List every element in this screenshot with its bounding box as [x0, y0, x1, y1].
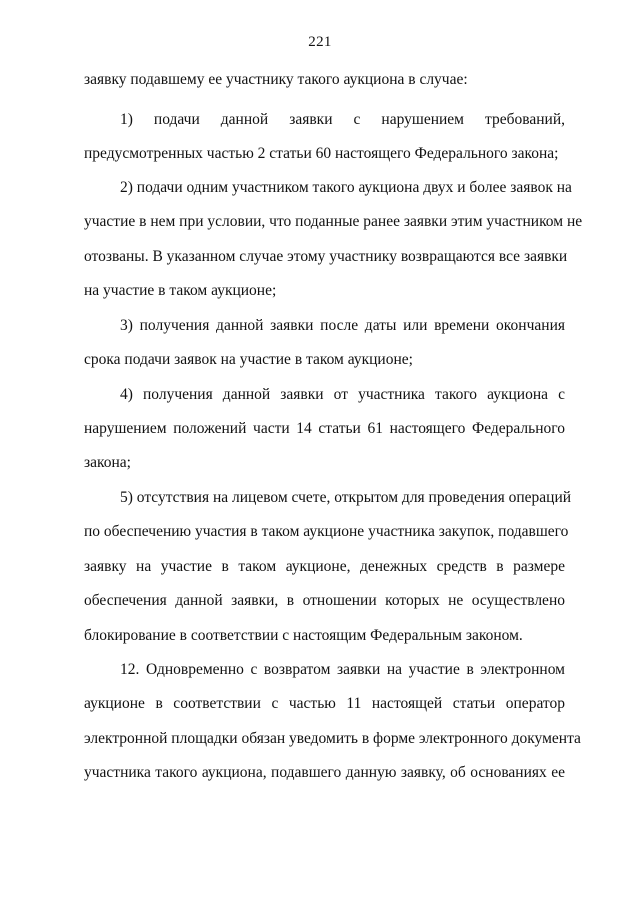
text-line: предусмотренных частью 2 статьи 60 настоящего Федерального закона; — [84, 145, 559, 162]
text-line: заявку подавшему ее участнику такого аукциона в случае: — [84, 71, 468, 88]
text-line: блокирование в соответствии с настоящим Федеральным законом. — [84, 627, 523, 644]
text-line: электронной площадки обязан уведомить в форме электронного документа — [84, 730, 581, 747]
text-line: срока подачи заявок на участие в таком аукционе; — [84, 351, 413, 368]
text-line: 3) получения данной заявки после даты или времени окончания — [120, 317, 565, 334]
page-number: 221 — [308, 34, 332, 50]
text-line: 5) отсутствия на лицевом счете, открытом для проведения операций — [120, 489, 572, 506]
text-line: аукционе в соответствии с частью 11 настоящей статьи оператор — [84, 695, 565, 712]
text-line: нарушением положений части 14 статьи 61 настоящего Федерального — [84, 420, 565, 437]
text-line: обеспечения данной заявки, в отношении которых не осуществлено — [84, 592, 565, 609]
text-line: участника такого аукциона, подавшего данную заявку, об основаниях ее — [84, 764, 565, 781]
text-line: по обеспечению участия в таком аукционе участника закупок, подавшего — [84, 523, 569, 540]
text-line: на участие в таком аукционе; — [84, 282, 277, 299]
text-line: 4) получения данной заявки от участника такого аукциона с — [120, 386, 565, 403]
text-line: участие в нем при условии, что поданные ранее заявки этим участником не — [84, 213, 583, 230]
text-line: 1) подачи данной заявки с нарушением требований, — [120, 111, 565, 128]
text-line: отозваны. В указанном случае этому участнику возвращаются все заявки — [84, 248, 568, 265]
text-line: заявку на участие в таком аукционе, денежных средств в размере — [84, 558, 565, 575]
text-line: закона; — [84, 454, 131, 471]
text-line: 2) подачи одним участником такого аукциона двух и более заявок на — [120, 179, 572, 196]
text-line: 12. Одновременно с возвратом заявки на участие в электронном — [120, 661, 565, 678]
